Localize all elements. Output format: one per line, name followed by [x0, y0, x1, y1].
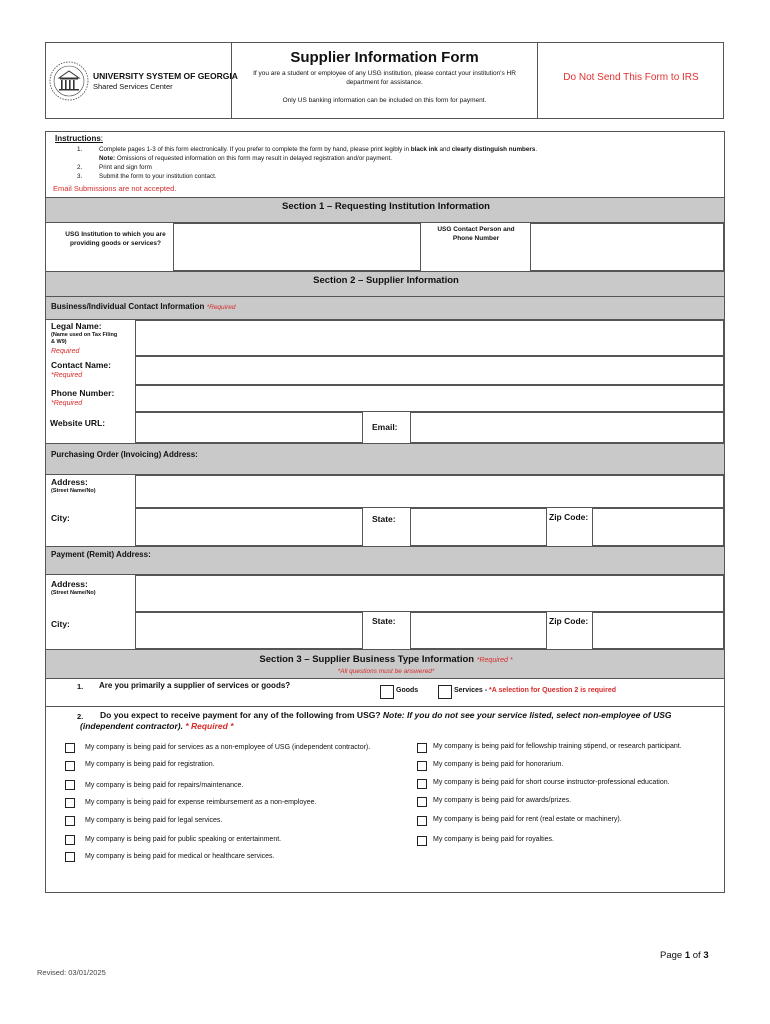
po-address-sub: (Street Name/No) — [51, 488, 96, 494]
option-registration-label: My company is being paid for registration. — [85, 761, 215, 768]
option-legal-services-label: My company is being paid for legal services. — [85, 817, 223, 824]
services-note: *A selection for Question 2 is required — [489, 687, 616, 694]
option-independent-contractor-label: My company is being paid for services as a non-employee of USG (independent contractor). — [85, 744, 371, 751]
q2-number: 2. — [77, 712, 84, 721]
q1-number: 1. — [77, 682, 84, 691]
org-name: UNIVERSITY SYSTEM OF GEORGIA — [93, 71, 238, 81]
q2-text: Do you expect to receive payment for any of the following from USG? Note: If you do not see your service listed, select non-employee of USG (independent contractor). * Required * — [80, 710, 672, 731]
option-short-course-label: My company is being paid for short course instructor-professional education. — [433, 779, 670, 786]
option-medical-checkbox[interactable] — [65, 852, 75, 862]
option-public-speaking-label: My company is being paid for public speaking or entertainment. — [85, 836, 282, 843]
website-label: Website URL: — [50, 418, 106, 428]
po-city-input[interactable] — [135, 508, 363, 546]
remit-address-heading: Payment (Remit) Address: — [51, 550, 151, 559]
usg-institution-input[interactable] — [173, 223, 421, 271]
email-input[interactable] — [410, 412, 724, 443]
contact-name-label: Contact Name: *Required — [51, 360, 111, 379]
instruction-3: 3. Submit the form to your institution contact. — [77, 173, 217, 180]
option-registration-checkbox[interactable] — [65, 761, 75, 771]
header-note-hr: If you are a student or employee of any USG institution, please contact your institution's HR department for assistance. — [253, 70, 516, 86]
org-sub: Shared Services Center — [93, 82, 173, 91]
po-address-input[interactable] — [135, 475, 724, 508]
contact-name-required: *Required — [51, 372, 83, 379]
option-honorarium-checkbox[interactable] — [417, 761, 427, 771]
po-state-label: State: — [372, 514, 396, 524]
option-public-speaking-checkbox[interactable] — [65, 835, 75, 845]
remit-address-input[interactable] — [135, 575, 724, 612]
option-independent-contractor-checkbox[interactable] — [65, 743, 75, 753]
section1-title: Section 1 – Requesting Institution Information — [282, 201, 490, 212]
instruction-note: Note: Omissions of requested information on this form may result in delayed registration and/or payment. — [99, 155, 392, 162]
email-label: Email: — [372, 422, 398, 432]
services-checkbox[interactable] — [438, 685, 452, 699]
option-rent-checkbox[interactable] — [417, 816, 427, 826]
option-awards-label: My company is being paid for awards/prizes. — [433, 797, 572, 804]
services-label: Services - *A selection for Question 2 is required — [454, 687, 616, 694]
phone-input[interactable] — [135, 385, 724, 412]
option-royalties-checkbox[interactable] — [417, 836, 427, 846]
option-rent-label: My company is being paid for rent (real estate or machinery). — [433, 816, 622, 823]
goods-checkbox[interactable] — [380, 685, 394, 699]
instructions-label: Instructions: — [55, 134, 104, 143]
po-state-input[interactable] — [410, 508, 547, 546]
legal-name-input[interactable] — [135, 320, 724, 356]
form-title: Supplier Information Form — [290, 49, 479, 66]
usg-contact-input[interactable] — [530, 223, 724, 271]
option-medical-label: My company is being paid for medical or healthcare services. — [85, 853, 275, 860]
po-zip-label: Zip Code: — [549, 512, 589, 522]
irs-warning: Do Not Send This Form to IRS — [563, 72, 699, 83]
q1-text: Are you primarily a supplier of services or goods? — [99, 681, 291, 690]
option-expense-reimbursement-label: My company is being paid for expense reimbursement as a non-employee. — [85, 799, 317, 806]
option-repairs-label: My company is being paid for repairs/maintenance. — [85, 782, 244, 789]
revised-date: Revised: 03/01/2025 — [37, 968, 106, 977]
remit-state-label: State: — [372, 616, 396, 626]
option-repairs-checkbox[interactable] — [65, 780, 75, 790]
remit-city-label: City: — [51, 619, 70, 629]
option-short-course-checkbox[interactable] — [417, 779, 427, 789]
section2-title: Section 2 – Supplier Information — [313, 275, 459, 286]
q2-required: * Required * — [185, 721, 234, 731]
header-note-banking: Only US banking information can be included on this form for payment. — [282, 97, 487, 104]
option-expense-reimbursement-checkbox[interactable] — [65, 798, 75, 808]
email-warning: Email Submissions are not accepted. — [53, 184, 177, 193]
section3-title: Section 3 – Supplier Business Type Information *Required * — [259, 654, 513, 665]
po-address-heading: Purchasing Order (Invoicing) Address: — [51, 450, 198, 459]
contact-info-heading: Business/Individual Contact Information *Required — [51, 302, 236, 311]
option-legal-services-checkbox[interactable] — [65, 816, 75, 826]
phone-required: *Required — [51, 400, 83, 407]
remit-zip-input[interactable] — [592, 612, 724, 649]
option-royalties-label: My company is being paid for royalties. — [433, 836, 554, 843]
remit-address-sub: (Street Name/No) — [51, 590, 96, 596]
option-fellowship-checkbox[interactable] — [417, 743, 427, 753]
section1-contact-label: USG Contact Person and Phone Number — [437, 226, 515, 242]
instruction-2: 2. Print and sign form — [77, 164, 152, 171]
po-address-label: Address: (Street Name/No) — [51, 477, 96, 494]
legal-name-label: Legal Name: (Name used on Tax Filing & W9) Required — [51, 321, 131, 355]
remit-address-label: Address: (Street Name/No) — [51, 579, 96, 596]
legal-name-required: Required — [51, 348, 80, 355]
instruction-1-num: 1. — [77, 146, 83, 153]
po-zip-input[interactable] — [592, 508, 724, 546]
option-fellowship-label: My company is being paid for fellowship training stipend, or research participant. — [433, 743, 682, 750]
section1-institution-label: USG Institution to which you are providing goods or services? — [65, 231, 166, 247]
legal-name-sub: (Name used on Tax Filing & W9) — [51, 332, 118, 345]
q2-note: Note: If you do not see your service listed, select non-employee of USG (independent contractor). — [80, 710, 672, 731]
option-honorarium-label: My company is being paid for honorarium. — [433, 761, 564, 768]
all-questions-required: *All questions must be answered* — [337, 668, 435, 675]
option-awards-checkbox[interactable] — [417, 797, 427, 807]
website-input[interactable] — [135, 412, 363, 443]
remit-city-input[interactable] — [135, 612, 363, 649]
contact-name-input[interactable] — [135, 356, 724, 385]
contact-info-required: *Required — [206, 304, 236, 311]
usg-seal-logo — [48, 60, 90, 102]
section3-required: *Required * — [476, 657, 513, 664]
instruction-1: 1. Complete pages 1-3 of this form electronically. If you prefer to complete the form by hand, please print legibly in black ink and clearly distinguish numbers. — [77, 146, 538, 153]
po-city-label: City: — [51, 513, 70, 523]
remit-state-input[interactable] — [410, 612, 547, 649]
page-indicator: Page 1 of 3 — [660, 950, 709, 961]
po-address-bar — [46, 443, 724, 475]
remit-zip-label: Zip Code: — [549, 616, 589, 626]
phone-label: Phone Number: *Required — [51, 388, 115, 407]
goods-label: Goods — [396, 687, 419, 694]
